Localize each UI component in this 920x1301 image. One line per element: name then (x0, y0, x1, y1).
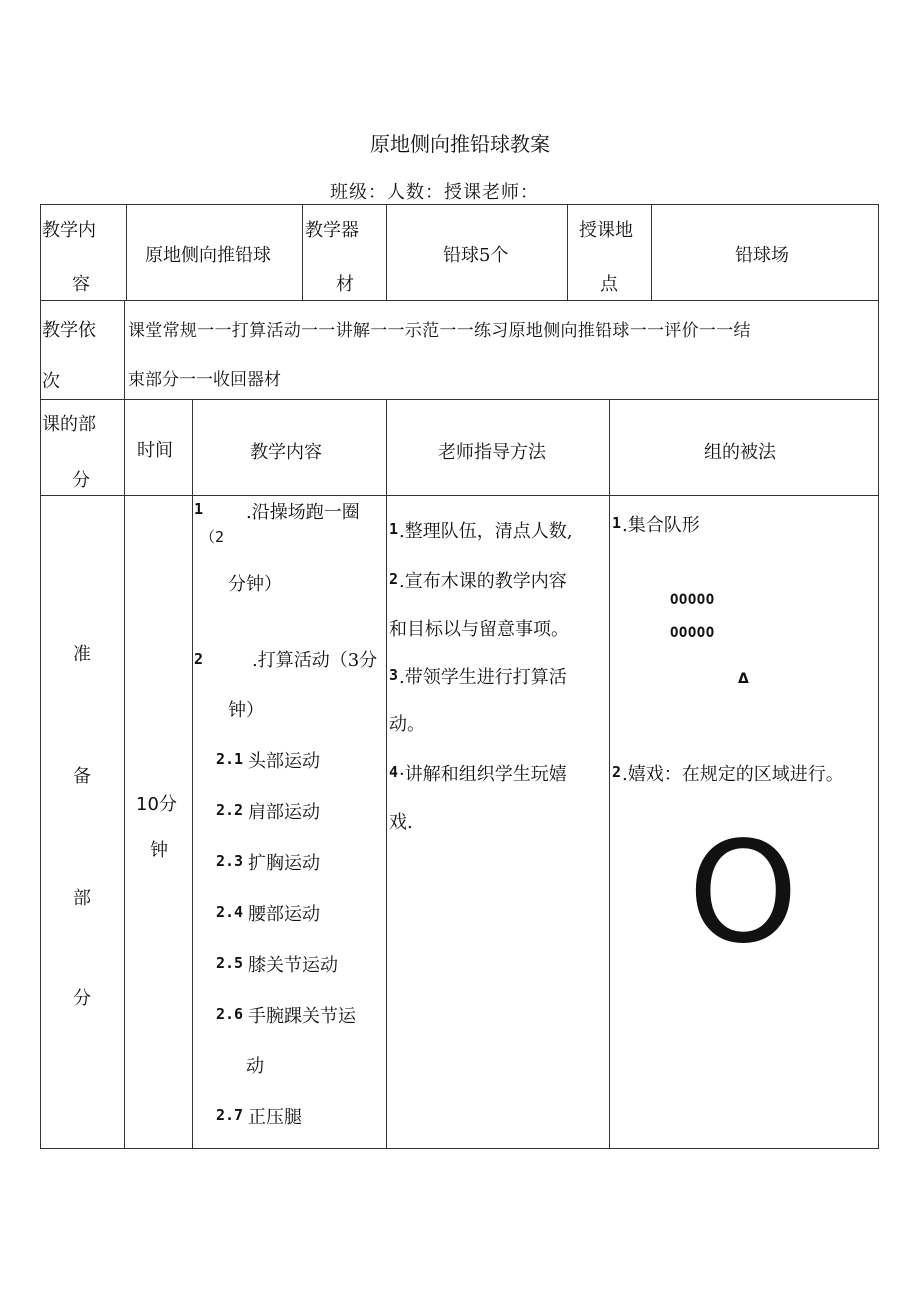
equipment-label: 教学器 (305, 220, 359, 241)
item-number: 1 (194, 500, 204, 518)
content-item: 扩胸运动 (248, 853, 320, 874)
table-divider (126, 204, 127, 300)
equipment-label: 材 (336, 274, 354, 295)
table-divider (192, 399, 193, 1148)
table-border-right (878, 204, 879, 1149)
table-divider (386, 204, 387, 300)
item-number: 2 (612, 763, 622, 781)
content-item: 膝关节运动 (248, 955, 338, 976)
content-item: 钟） (228, 700, 264, 721)
content-item: .沿操场跑一圈 (246, 502, 360, 523)
table-divider (124, 399, 125, 1148)
formation-row: OOOOO (670, 592, 715, 608)
table-divider (40, 399, 879, 400)
duration: 钟 (150, 840, 168, 861)
table-divider (40, 300, 879, 301)
method-item: 戏. (389, 812, 413, 833)
order-label: 教学依 (42, 320, 96, 341)
table-divider (651, 204, 652, 300)
table-divider (124, 300, 125, 399)
equipment-value: 铅球5个 (443, 245, 509, 266)
content-label: 容 (72, 274, 90, 295)
part-char: 备 (73, 766, 91, 787)
table-border-top (40, 204, 879, 205)
content-item: 手腕踝关节运 (248, 1006, 356, 1027)
content-item: 分钟） (228, 574, 282, 595)
method-item: ·讲解和组织学生玩嬉 (399, 764, 567, 785)
content-label: 教学内 (42, 220, 96, 241)
item-number: 2 (389, 570, 399, 588)
content-item: .打算活动（3分 (252, 650, 378, 671)
content-item: 腰部运动 (248, 904, 320, 925)
item-number: 2.3 (216, 852, 244, 870)
item-number: 3 (389, 666, 399, 684)
content-item: 头部运动 (248, 751, 320, 772)
formation-row: OOOOO (670, 625, 715, 641)
item-number: 4 (389, 763, 399, 781)
item-number: 1 (389, 520, 399, 538)
header-content: 教学内容 (250, 442, 322, 463)
content-item: 动 (246, 1056, 264, 1077)
item-number: 2.2 (216, 801, 244, 819)
content-item: 肩部运动 (248, 802, 320, 823)
order-label: 次 (42, 371, 60, 392)
header-time: 时间 (137, 440, 173, 461)
content-item: 正压腿 (248, 1107, 302, 1128)
table-divider (40, 495, 879, 496)
teacher-triangle-icon: Δ (738, 671, 749, 687)
item-number: 2.5 (216, 954, 244, 972)
item-number: 2.4 (216, 903, 244, 921)
header-method: 老师指导方法 (438, 442, 546, 463)
part-char: 部 (73, 888, 91, 909)
content-value: 原地侧向推铅球 (145, 245, 271, 266)
place-label: 授课地 (579, 220, 633, 241)
table-border-bottom (40, 1148, 879, 1149)
method-item: .整理队伍，清点人数, (399, 521, 573, 542)
class-info: 班级：人数：授课老师： (330, 182, 539, 203)
item-number: 2.6 (216, 1005, 244, 1023)
header-part: 课的部 (42, 414, 96, 435)
duration: 10分 (136, 794, 177, 815)
item-number: 2 (194, 650, 204, 668)
part-char: 准 (73, 644, 91, 665)
content-item: （2 (200, 528, 225, 546)
page-title: 原地侧向推铅球教案 (370, 132, 550, 156)
header-part: 分 (72, 470, 90, 491)
table-divider (609, 399, 610, 1148)
organization-item: .集合队形 (622, 515, 700, 536)
item-number: 2.7 (216, 1106, 244, 1124)
item-number: 1 (612, 514, 622, 532)
place-value: 铅球场 (735, 245, 789, 266)
part-char: 分 (73, 988, 91, 1009)
place-label: 点 (600, 274, 618, 295)
organization-item: .嬉戏：在规定的区域进行。 (622, 764, 844, 785)
method-item: 动。 (389, 714, 425, 735)
table-border-left (40, 204, 41, 1149)
order-text: 束部分一一收回器材 (128, 370, 281, 390)
header-organization: 组的被法 (704, 442, 776, 463)
method-item: .宣布木课的教学内容 (399, 571, 567, 592)
table-divider (567, 204, 568, 300)
method-item: .带领学生进行打算活 (399, 667, 567, 688)
activity-circle-icon: O (688, 812, 799, 975)
item-number: 2.1 (216, 750, 244, 768)
method-item: 和目标以与留意事项。 (389, 619, 569, 640)
table-divider (302, 204, 303, 300)
table-divider (386, 399, 387, 1148)
order-text: 课堂常规一一打算活动一一讲解一一示范一一练习原地侧向推铅球一一评价一一结 (128, 321, 751, 341)
